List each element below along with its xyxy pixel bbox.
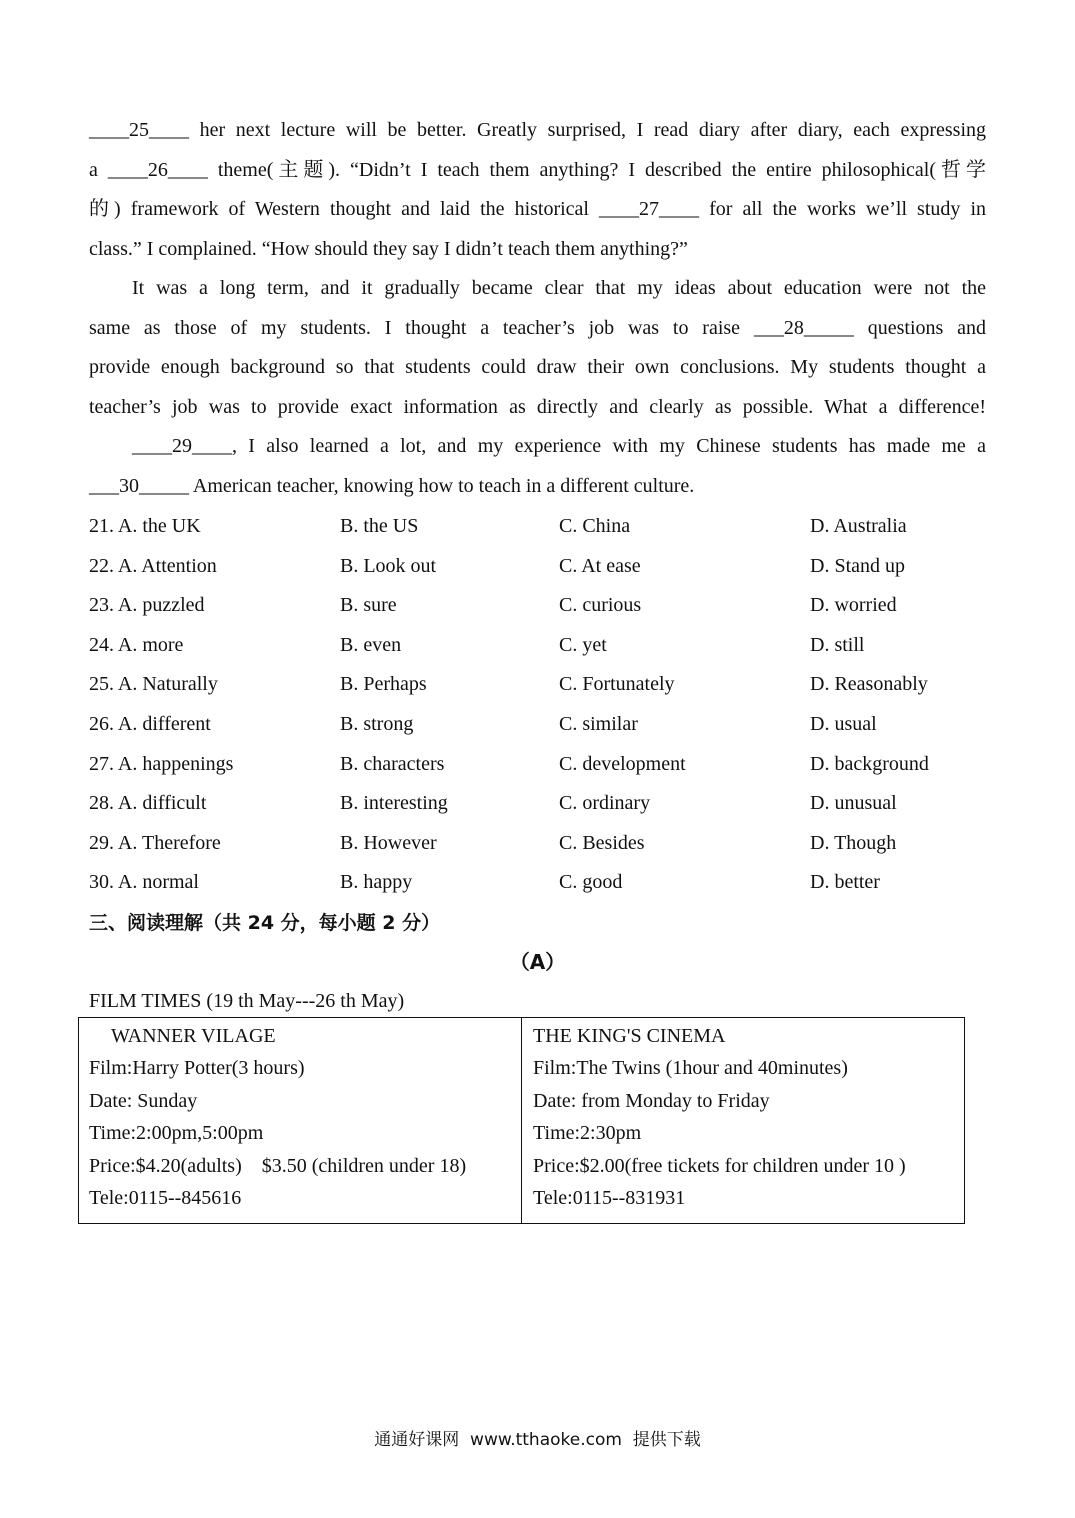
cinema-name: THE KING'S CINEMA [533,1025,726,1047]
option-row [89,626,986,666]
option-a: 21. A. the UK [89,515,201,537]
film-date: Date: Sunday [89,1089,198,1112]
option-row [89,586,986,626]
part-title: （A） [509,950,566,974]
option-a: 27. A. happenings [89,752,234,775]
option-d: D. Stand up [810,554,905,577]
passage-paragraph-1 [89,111,986,269]
option-a: 29. A. Therefore [89,831,221,854]
option-a: 26. A. different [89,712,211,735]
option-a: 25. A. Naturally [89,673,218,696]
option-c: C. At ease [559,554,641,577]
option-c: C. Besides [559,831,645,854]
option-d: D. Australia [810,515,907,537]
film-title: Film:The Twins (1hour and 40minutes) [533,1057,848,1080]
option-c: C. similar [559,712,638,735]
film-time: Time:2:30pm [533,1122,642,1145]
cinema-column-kings-cinema [522,1018,964,1223]
passage-line: a ____26____ theme(主题). “Didn’t I teach them anything? I described the entire philosophical(哲学 [89,158,986,181]
option-row [89,705,986,745]
answer-options [89,507,986,903]
page-footer: 通通好课网 www.tthaoke.com 提供下载 [374,1430,701,1450]
passage-line: teacher’s job was to provide exact information as directly and clearly as possible. What a difference! [89,395,986,418]
film-tele: Tele:0115--831931 [533,1187,686,1210]
option-row [89,547,986,587]
option-c: C. Fortunately [559,673,675,696]
option-b: B. sure [340,594,397,617]
film-date: Date: from Monday to Friday [533,1089,770,1112]
option-row [89,824,986,864]
option-b: B. interesting [340,792,448,815]
option-c: C. good [559,871,623,894]
option-c: C. curious [559,594,642,617]
option-b: B. However [340,831,437,854]
passage-line: ____25____ her next lecture will be better. Greatly surprised, I read diary after diary, each expressing [89,119,986,141]
option-a: 30. A. normal [89,871,199,894]
film-price: Price:$4.20(adults) $3.50 (children under 18) [89,1154,467,1177]
option-c: C. China [559,515,631,537]
option-b: B. strong [340,712,414,735]
film-title: Film:Harry Potter(3 hours) [89,1057,305,1080]
option-c: C. yet [559,633,607,656]
passage-line: class.” I complained. “How should they say I didn’t teach them anything?” [89,237,688,260]
option-b: B. even [340,633,402,656]
option-a: 24. A. more [89,633,184,656]
option-c: C. ordinary [559,792,651,815]
film-times-table [78,1017,965,1224]
option-d: D. still [810,633,865,656]
film-times-heading: FILM TIMES (19 th May---26 th May) [89,990,405,1012]
option-row [89,665,986,705]
option-row [89,863,986,903]
passage-line: same as those of my students. I thought a teacher’s job was to raise ___28_____ questions and [89,316,986,339]
film-price: Price:$2.00(free tickets for children under 10 ) [533,1154,906,1177]
option-c: C. development [559,752,686,775]
passage-line: It was a long term, and it gradually became clear that my ideas about education were not the [132,277,986,299]
passage-paragraph-3 [89,427,986,506]
option-a: 23. A. puzzled [89,594,205,617]
passage-line: 的) framework of Western thought and laid the historical ____27____ for all the works we’ll study in [89,198,986,220]
passage-line: ____29____, I also learned a lot, and my experience with my Chinese students has made me a [132,435,986,457]
option-b: B. the US [340,515,419,537]
film-tele: Tele:0115--845616 [89,1187,242,1210]
option-a: 22. A. Attention [89,554,217,577]
passage-line: ___30_____ American teacher, knowing how to teach in a different culture. [89,474,695,497]
cinema-column-wanner-vilage [79,1018,522,1223]
option-d: D. worried [810,594,897,617]
option-d: D. usual [810,712,877,735]
option-d: D. unusual [810,792,897,815]
section-title: 三、阅读理解（共 24 分，每小题 2 分） [89,912,441,934]
passage-line: provide enough background so that students could draw their own conclusions. My students thought a [89,356,986,378]
option-d: D. better [810,871,880,894]
option-b: B. characters [340,752,445,775]
option-b: B. Perhaps [340,673,427,696]
option-b: B. Look out [340,554,437,577]
option-row [89,507,986,547]
film-time: Time:2:00pm,5:00pm [89,1122,264,1145]
passage-paragraph-2 [89,269,986,427]
cinema-name: WANNER VILAGE [111,1025,276,1047]
option-d: D. Though [810,831,897,854]
option-d: D. background [810,752,929,775]
option-d: D. Reasonably [810,673,928,696]
option-a: 28. A. difficult [89,792,207,815]
option-row [89,745,986,785]
option-b: B. happy [340,871,413,894]
option-row [89,784,986,824]
